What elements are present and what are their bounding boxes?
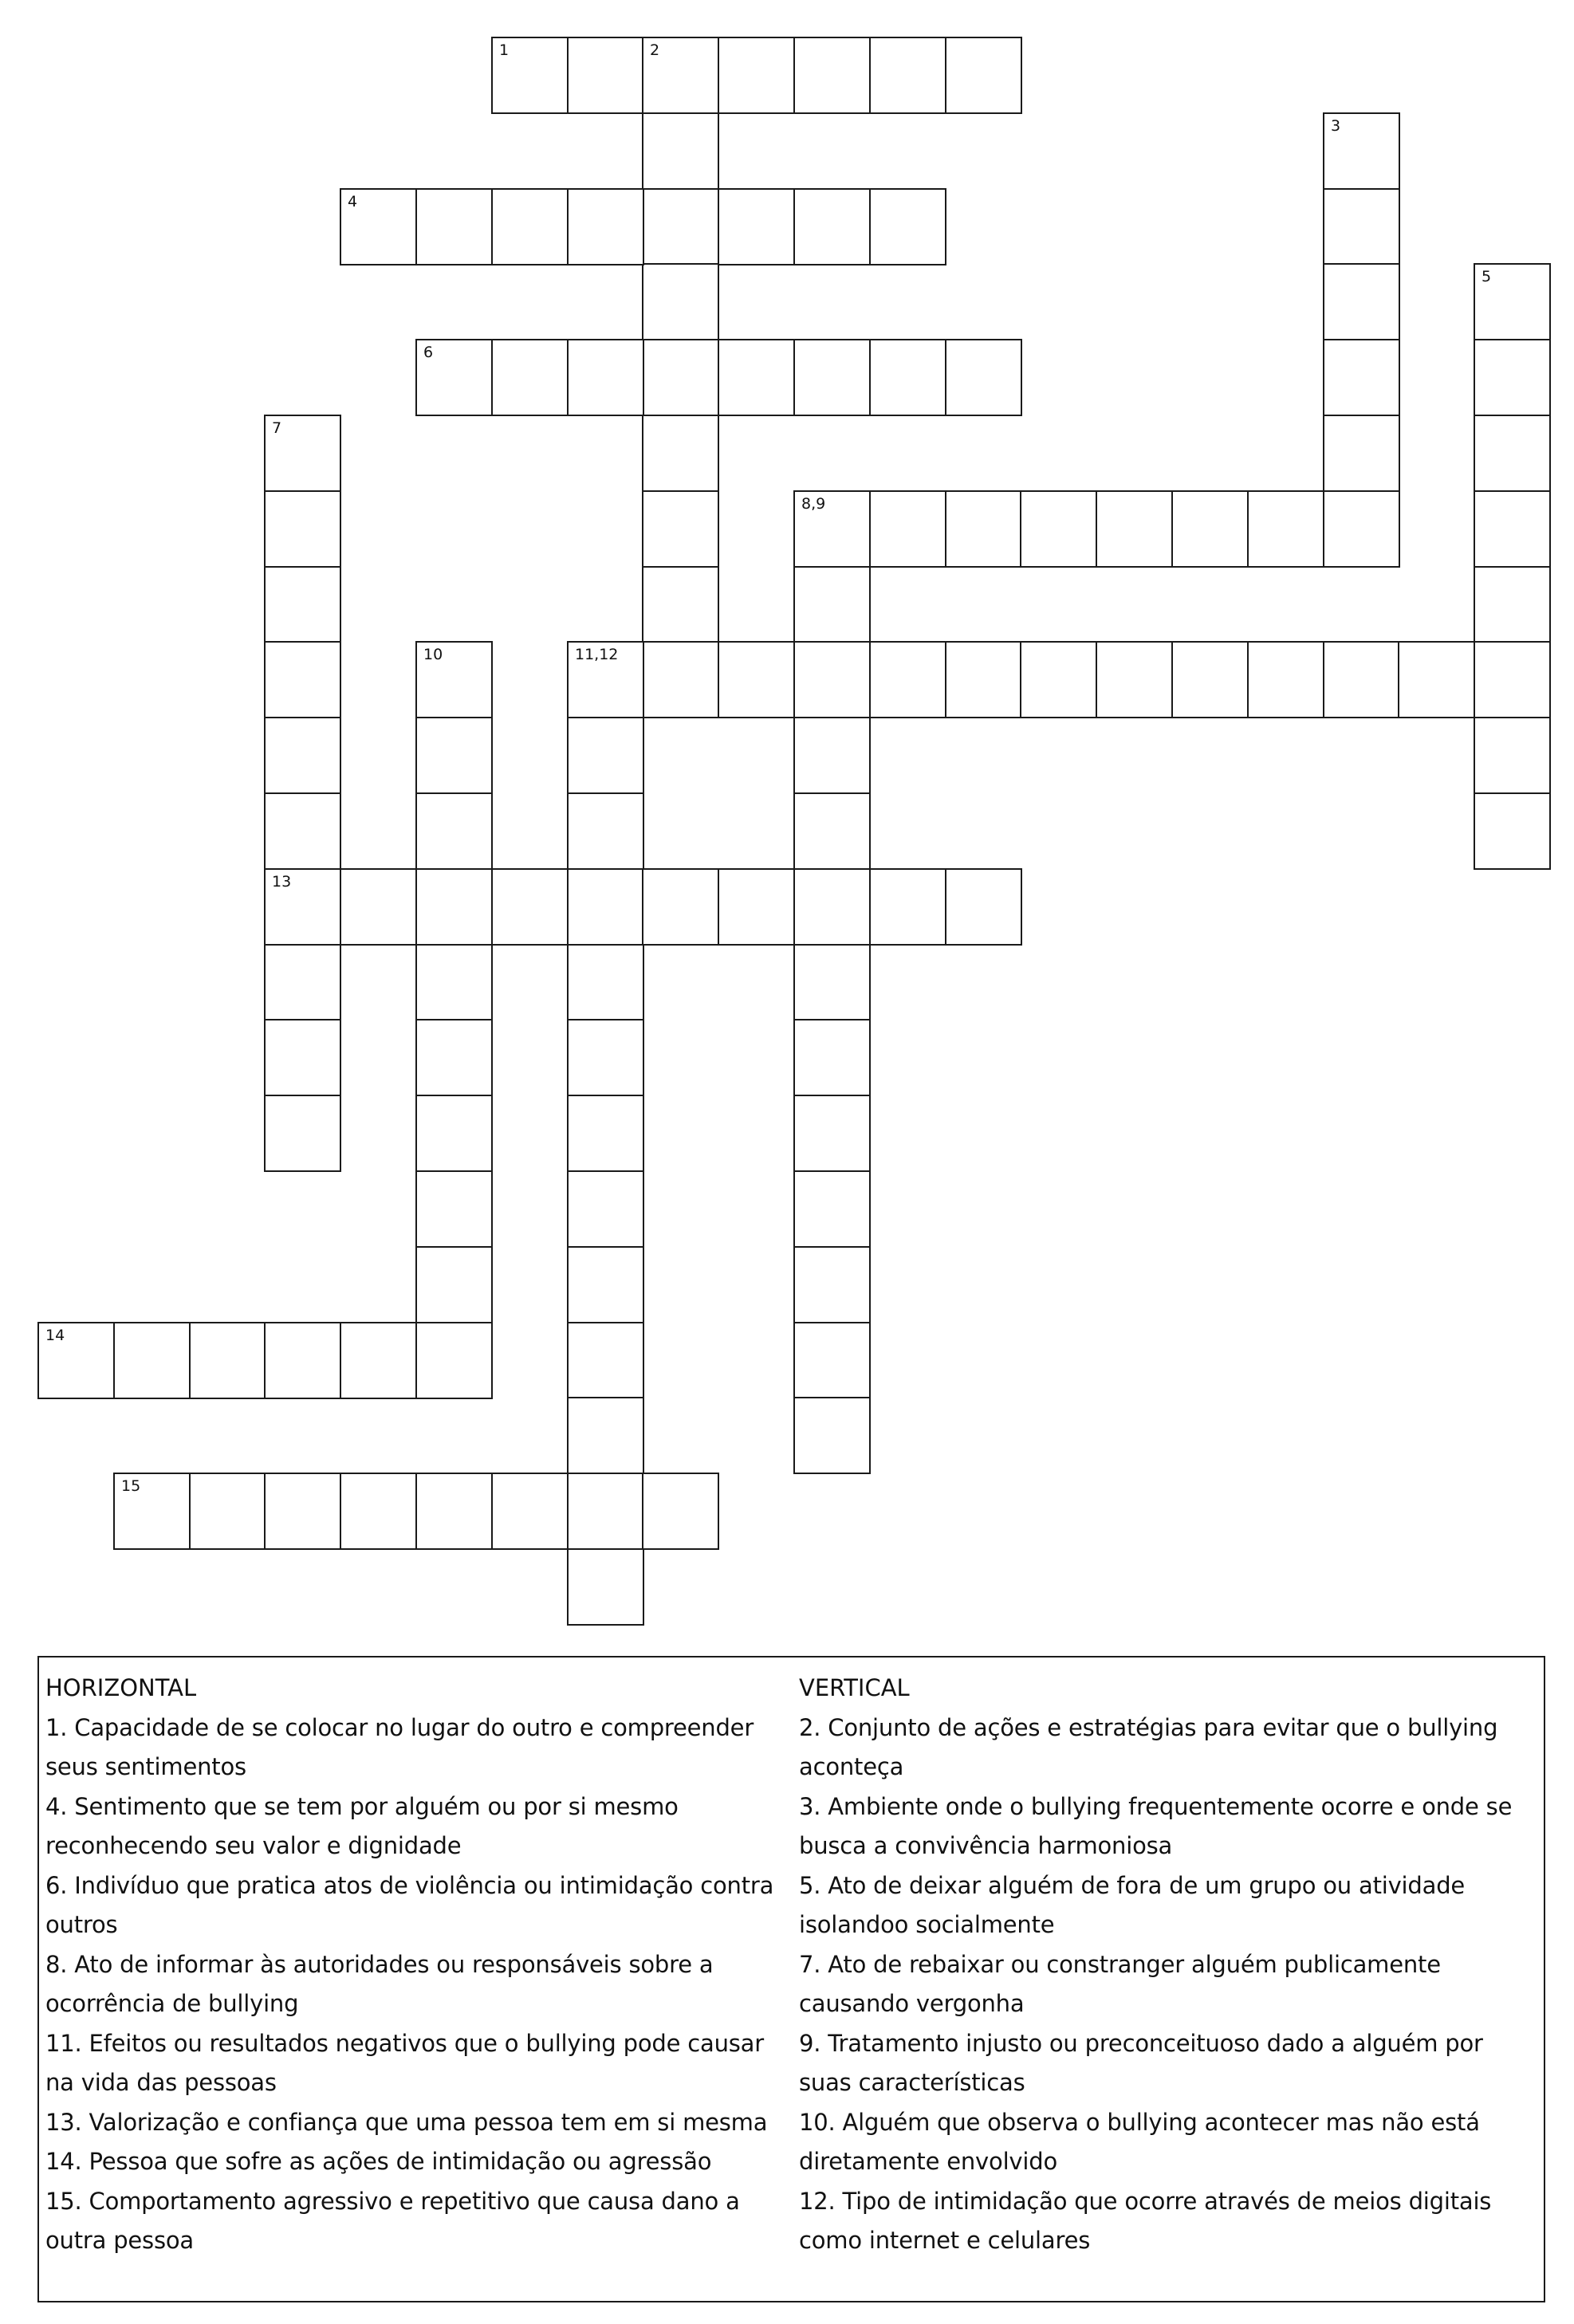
grid-cell[interactable] [415, 1473, 493, 1550]
grid-cell[interactable] [1474, 641, 1551, 718]
grid-cell[interactable] [642, 37, 719, 114]
grid-cell[interactable] [415, 188, 493, 265]
grid-cell[interactable] [642, 263, 719, 340]
grid-cell[interactable] [264, 717, 341, 794]
grid-cell[interactable] [642, 112, 719, 190]
clue-number: 7 [272, 419, 282, 437]
grid-cell[interactable] [113, 1322, 191, 1399]
grid-cell[interactable] [718, 868, 795, 946]
grid-cell[interactable] [567, 1095, 644, 1172]
clue-h-8: 8. Ato de informar às autoridades ou responsáveis sobre a ocorrência de bullying [45, 1950, 714, 2017]
grid-cell[interactable] [567, 641, 644, 718]
clue-number: 3 [1331, 117, 1341, 135]
grid-cell[interactable] [567, 1473, 644, 1550]
grid-cell[interactable] [1398, 641, 1475, 718]
grid-cell[interactable] [793, 37, 871, 114]
grid-cell[interactable] [189, 1473, 266, 1550]
grid-cell[interactable] [567, 188, 644, 265]
grid-cell[interactable] [718, 641, 795, 718]
horizontal-clues [45, 1669, 799, 2261]
grid-cell[interactable] [642, 868, 719, 946]
vertical-clues [799, 1669, 1537, 2261]
grid-cell[interactable] [264, 641, 341, 718]
grid-cell[interactable] [415, 1019, 493, 1096]
clue-h-6: 6. Indivíduo que pratica atos de violência ou intimidação contra outros [45, 1871, 774, 1938]
grid-cell[interactable] [793, 339, 871, 416]
grid-cell[interactable] [945, 339, 1022, 416]
grid-cell[interactable] [945, 868, 1022, 946]
grid-cell[interactable] [415, 792, 493, 870]
grid-cell[interactable] [642, 566, 719, 643]
grid-cell[interactable] [793, 1397, 871, 1474]
grid-cell[interactable] [869, 490, 946, 568]
grid-cell[interactable] [642, 641, 719, 718]
clue-number: 15 [121, 1477, 141, 1495]
grid-cell[interactable] [793, 868, 871, 946]
grid-cell[interactable] [113, 1473, 191, 1550]
grid-cell[interactable] [718, 339, 795, 416]
grid-cell[interactable] [264, 490, 341, 568]
grid-cell[interactable] [264, 415, 341, 492]
clues-box [37, 1656, 1545, 2302]
grid-cell[interactable] [642, 188, 719, 265]
grid-cell[interactable] [264, 868, 341, 946]
grid-cell[interactable] [415, 944, 493, 1021]
grid-cell[interactable] [567, 1322, 644, 1399]
clue-number: 13 [272, 873, 292, 891]
grid-cell[interactable] [1171, 641, 1249, 718]
grid-cell[interactable] [567, 868, 644, 946]
grid-cell[interactable] [793, 1095, 871, 1172]
grid-cell[interactable] [1323, 490, 1400, 568]
clue-number: 8,9 [801, 495, 826, 513]
clue-h-15: 15. Comportamento agressivo e repetitivo que causa dano a outra pessoa [45, 2187, 740, 2254]
grid-cell[interactable] [1323, 641, 1400, 718]
grid-cell[interactable] [1247, 490, 1324, 568]
grid-cell[interactable] [264, 1322, 341, 1399]
grid-cell[interactable] [793, 188, 871, 265]
grid-cell[interactable] [264, 1095, 341, 1172]
grid-cell[interactable] [642, 415, 719, 492]
grid-cell[interactable] [793, 1322, 871, 1399]
grid-cell[interactable] [793, 566, 871, 643]
grid-cell[interactable] [869, 339, 946, 416]
grid-cell[interactable] [264, 1473, 341, 1550]
grid-cell[interactable] [567, 1548, 644, 1626]
clue-number: 14 [45, 1327, 65, 1344]
clue-number: 4 [348, 193, 358, 210]
clue-h-11: 11. Efeitos ou resultados negativos que o bullying pode causar na vida das pessoas [45, 2029, 764, 2096]
grid-cell[interactable] [1323, 112, 1400, 190]
grid-cell[interactable] [869, 188, 946, 265]
grid-cell[interactable] [1096, 490, 1173, 568]
clue-v-7: 7. Ato de rebaixar ou constranger alguém publicamente causando vergonha [799, 1950, 1441, 2017]
grid-cell[interactable] [793, 792, 871, 870]
clue-number: 11,12 [575, 646, 619, 663]
grid-cell[interactable] [793, 641, 871, 718]
grid-cell[interactable] [340, 188, 417, 265]
clue-number: 1 [499, 41, 510, 59]
clue-h-4: 4. Sentimento que se tem por alguém ou por si mesmo reconhecendo seu valor e dignidade [45, 1792, 679, 1859]
grid-cell[interactable] [793, 717, 871, 794]
grid-cell[interactable] [1096, 641, 1173, 718]
grid-cell[interactable] [491, 37, 569, 114]
grid-cell[interactable] [415, 1170, 493, 1248]
grid-cell[interactable] [793, 490, 871, 568]
clue-h-1: 1. Capacidade de se colocar no lugar do outro e compreender seus sentimentos [45, 1713, 754, 1780]
grid-cell[interactable] [642, 490, 719, 568]
grid-cell[interactable] [491, 339, 569, 416]
grid-cell[interactable] [189, 1322, 266, 1399]
grid-cell[interactable] [264, 1019, 341, 1096]
grid-cell[interactable] [1474, 792, 1551, 870]
grid-cell[interactable] [491, 868, 569, 946]
clue-number: 10 [423, 646, 443, 663]
clue-v-12: 12. Tipo de intimidação que ocorre através de meios digitais como internet e celulares [799, 2187, 1492, 2254]
grid-cell[interactable] [945, 490, 1022, 568]
grid-cell[interactable] [1323, 339, 1400, 416]
clue-v-2: 2. Conjunto de ações e estratégias para evitar que o bullying aconteça [799, 1713, 1498, 1780]
grid-cell[interactable] [1247, 641, 1324, 718]
grid-cell[interactable] [1474, 490, 1551, 568]
grid-cell[interactable] [793, 1019, 871, 1096]
grid-cell[interactable] [1474, 263, 1551, 340]
grid-cell[interactable] [1474, 415, 1551, 492]
clue-v-5: 5. Ato de deixar alguém de fora de um grupo ou atividade isolandoo socialmente [799, 1871, 1466, 1938]
grid-cell[interactable] [567, 792, 644, 870]
grid-cell[interactable] [567, 1019, 644, 1096]
grid-cell[interactable] [567, 1397, 644, 1474]
horizontal-title: HORIZONTAL [45, 1674, 197, 1701]
grid-cell[interactable] [869, 641, 946, 718]
grid-cell[interactable] [869, 868, 946, 946]
grid-cell[interactable] [1474, 566, 1551, 643]
grid-cell[interactable] [415, 1322, 493, 1399]
grid-cell[interactable] [264, 792, 341, 870]
grid-cell[interactable] [567, 37, 644, 114]
grid-cell[interactable] [264, 566, 341, 643]
clue-v-9: 9. Tratamento injusto ou preconceituoso dado a alguém por suas características [799, 2029, 1483, 2096]
grid-cell[interactable] [1323, 415, 1400, 492]
grid-cell[interactable] [491, 188, 569, 265]
grid-cell[interactable] [945, 37, 1022, 114]
grid-cell[interactable] [793, 944, 871, 1021]
clue-h-13: 13. Valorização e confiança que uma pessoa tem em si mesma [45, 2108, 768, 2136]
grid-cell[interactable] [1020, 641, 1097, 718]
grid-cell[interactable] [415, 868, 493, 946]
grid-cell[interactable] [1323, 263, 1400, 340]
clue-v-3: 3. Ambiente onde o bullying frequentemente ocorre e onde se busca a convivência harmoniosa [799, 1792, 1513, 1859]
grid-cell[interactable] [567, 944, 644, 1021]
grid-cell[interactable] [340, 868, 417, 946]
grid-cell[interactable] [491, 1473, 569, 1550]
grid-cell[interactable] [642, 339, 719, 416]
grid-cell[interactable] [567, 1246, 644, 1323]
grid-cell[interactable] [37, 1322, 115, 1399]
clue-number: 6 [423, 344, 434, 361]
grid-cell[interactable] [642, 1473, 719, 1550]
grid-cell[interactable] [415, 339, 493, 416]
grid-cell[interactable] [415, 717, 493, 794]
grid-cell[interactable] [415, 1095, 493, 1172]
grid-cell[interactable] [1171, 490, 1249, 568]
grid-cell[interactable] [718, 37, 795, 114]
grid-cell[interactable] [340, 1322, 417, 1399]
clue-number: 5 [1482, 268, 1492, 285]
grid-cell[interactable] [1020, 490, 1097, 568]
grid-cell[interactable] [793, 1170, 871, 1248]
grid-cell[interactable] [869, 37, 946, 114]
grid-cell[interactable] [1474, 717, 1551, 794]
grid-cell[interactable] [718, 188, 795, 265]
grid-cell[interactable] [1474, 339, 1551, 416]
grid-cell[interactable] [415, 641, 493, 718]
grid-cell[interactable] [793, 1246, 871, 1323]
grid-cell[interactable] [567, 1170, 644, 1248]
grid-cell[interactable] [1323, 188, 1400, 265]
grid-cell[interactable] [340, 1473, 417, 1550]
clue-number: 2 [650, 41, 660, 59]
grid-cell[interactable] [567, 717, 644, 794]
grid-cell[interactable] [945, 641, 1022, 718]
grid-cell[interactable] [415, 1246, 493, 1323]
grid-cell[interactable] [567, 339, 644, 416]
grid-cell[interactable] [264, 944, 341, 1021]
clue-h-14: 14. Pessoa que sofre as ações de intimidação ou agressão [45, 2148, 712, 2175]
clue-v-10: 10. Alguém que observa o bullying acontecer mas não está diretamente envolvido [799, 2108, 1480, 2175]
vertical-title: VERTICAL [799, 1674, 910, 1701]
